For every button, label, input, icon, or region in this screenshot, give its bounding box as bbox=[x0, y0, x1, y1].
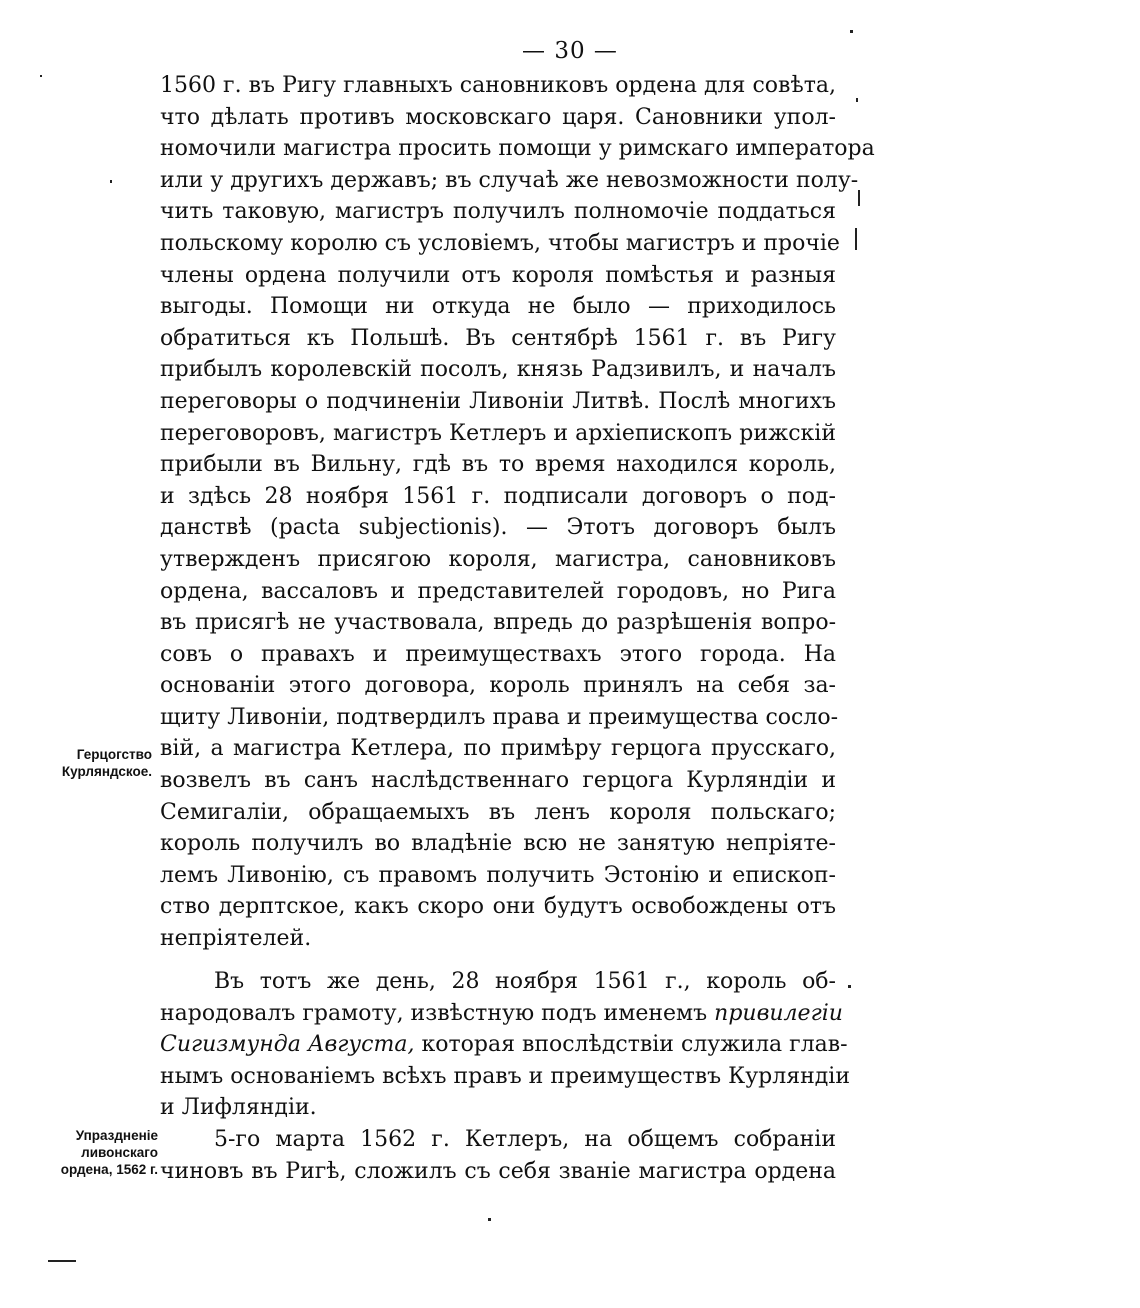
text-line: въ присягѣ не участвовала, впредь до разрѣшенія вопро- bbox=[160, 610, 836, 636]
text-line: совъ о правахъ и преимуществахъ этого города. На bbox=[160, 641, 836, 667]
text-line: выгоды. Помощи ни откуда не было — приходилось bbox=[160, 294, 836, 320]
scan-speck bbox=[855, 228, 857, 250]
text-line: чиновъ въ Ригѣ, сложилъ съ себя званіе магистра ордена bbox=[160, 1158, 836, 1184]
scan-speck bbox=[40, 75, 42, 77]
text-line: король получилъ во владѣніе всю не занятую непріяте- bbox=[160, 831, 836, 857]
text-line: основаніи этого договора, король принялъ на себя за- bbox=[160, 673, 836, 699]
margin-note-abolition bbox=[36, 1127, 158, 1178]
scan-speck bbox=[848, 985, 851, 988]
margin-note-line: Упраздненіе bbox=[75, 1128, 158, 1143]
text-line: и Лифляндіи. bbox=[160, 1095, 317, 1121]
italic-term: привилегіи bbox=[714, 1000, 843, 1026]
page-number: — 30 — bbox=[522, 38, 618, 64]
text-line: переговоры о подчиненіи Ливоніи Литвѣ. Послѣ многихъ bbox=[160, 388, 836, 414]
text-line: 1560 г. въ Ригу главныхъ сановниковъ ордена для совѣта, bbox=[160, 73, 836, 98]
scan-speck bbox=[48, 1260, 76, 1262]
margin-note-duchy bbox=[40, 746, 152, 780]
text-line: прибыли въ Вильну, гдѣ въ то время находился король, bbox=[160, 452, 836, 478]
scan-speck bbox=[858, 190, 860, 206]
text-line: нымъ основаніемъ всѣхъ правъ и преимуществъ Курляндіи bbox=[160, 1063, 850, 1089]
scan-speck bbox=[856, 98, 858, 102]
italic-term: Сигизмунда Августа, bbox=[160, 1032, 415, 1058]
paragraph-3 bbox=[160, 1124, 836, 1187]
margin-note-line: Герцогство bbox=[76, 747, 152, 762]
text-line: утвержденъ присягою короля, магистра, сановниковъ bbox=[160, 546, 836, 572]
text-line: обратиться къ Польшѣ. Въ сентябрѣ 1561 г. въ Ригу bbox=[160, 325, 836, 351]
text-line: вій, а магистра Кетлера, по примѣру герцога прусскаго, bbox=[160, 736, 836, 762]
text-line: польскому королю съ условіемъ, чтобы магистръ и прочіе bbox=[160, 230, 840, 256]
paragraph-1 bbox=[160, 70, 875, 955]
text-line: непріятелей. bbox=[160, 926, 312, 952]
text-span: народовалъ грамоту, извѣстную подъ именемъ bbox=[160, 1000, 708, 1026]
text-line: Въ тотъ же день, 28 ноября 1561 г., король об- bbox=[214, 969, 836, 994]
scan-speck bbox=[850, 30, 853, 33]
text-line: данствѣ (pacta subjectionis). — Этотъ договоръ былъ bbox=[160, 515, 836, 541]
text-line: лемъ Ливонію, съ правомъ получить Эстонію и епископ- bbox=[160, 862, 836, 888]
text-line: члены ордена получили отъ короля помѣстья и разныя bbox=[160, 262, 836, 288]
text-line: 5-го марта 1562 г. Кетлеръ, на общемъ собраніи bbox=[214, 1127, 836, 1152]
margin-note-line: Курляндское. bbox=[61, 764, 152, 779]
text-line: номочили магистра просить помощи у римскаго императора bbox=[160, 136, 875, 162]
text-line: прибылъ королевскій посолъ, князь Радзивилъ, и началъ bbox=[160, 357, 836, 383]
text-line: ство дерптское, какъ скоро они будутъ освобождены отъ bbox=[160, 894, 836, 920]
text-line: переговоровъ, магистръ Кетлеръ и архіепископъ рижскій bbox=[160, 420, 836, 446]
paragraph-2 bbox=[160, 966, 850, 1124]
scan-speck bbox=[488, 1218, 491, 1221]
margin-note-line: ливонскаго bbox=[81, 1145, 158, 1160]
margin-note-line: ордена, 1562 г. bbox=[60, 1162, 158, 1177]
scan-speck bbox=[110, 180, 112, 183]
text-line: что дѣлать противъ московскаго царя. Сановники упол- bbox=[160, 104, 836, 130]
text-line bbox=[160, 998, 843, 1030]
text-span: которая впослѣдствіи служила глав- bbox=[421, 1032, 848, 1058]
text-line: щиту Ливоніи, подтвердилъ права и преимущества сосло- bbox=[160, 704, 839, 730]
text-line: Семигаліи, обращаемыхъ въ ленъ короля польскаго; bbox=[160, 799, 836, 825]
text-line: возвелъ въ санъ наслѣдственнаго герцога Курляндіи и bbox=[160, 768, 836, 794]
text-line: или у другихъ державъ; въ случаѣ же невозможности полу- bbox=[160, 167, 859, 193]
text-line bbox=[160, 1029, 848, 1061]
text-line: и здѣсь 28 ноября 1561 г. подписали договоръ о под- bbox=[160, 483, 836, 509]
text-line: ордена, вассаловъ и представителей городовъ, но Рига bbox=[160, 578, 836, 604]
text-line: чить таковую, магистръ получилъ полномочіе поддаться bbox=[160, 199, 836, 225]
